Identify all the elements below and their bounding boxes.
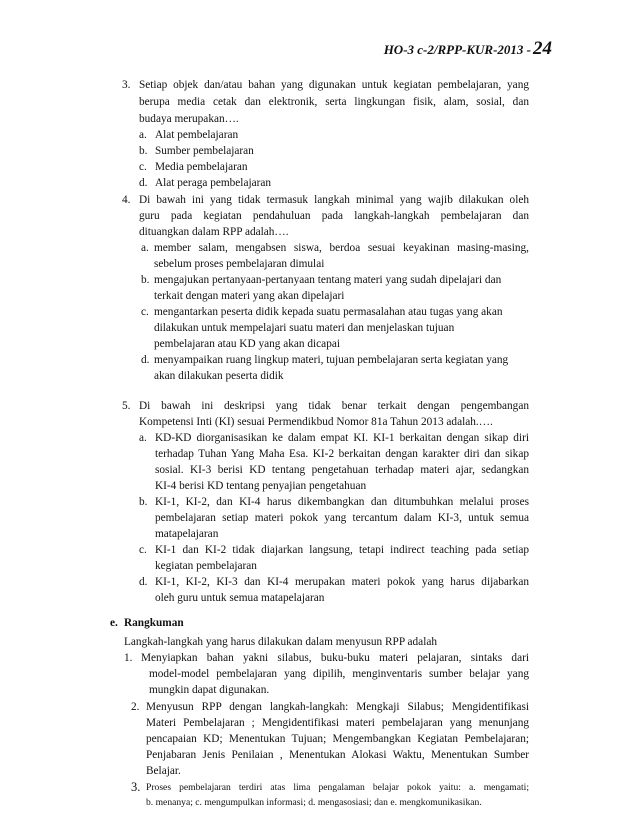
question-stem-line: berupa media cetak dan elektronik, serta lingkungan fisik, alam, sosial, dan <box>139 96 529 108</box>
option-text: terkait dengan materi yang akan dipelajari <box>154 290 345 302</box>
summary-item-text: pencapaian KD; Menentukan Tujuan; Mengembangkan Kegiatan Pembelajaran; <box>146 733 529 745</box>
option-letter: d. <box>141 354 150 366</box>
question-stem-line: Di bawah ini yang tidak termasuk langkah minimal yang wajib dilakukan oleh <box>139 194 529 206</box>
summary-item-number: 1. <box>124 652 133 664</box>
option-letter: a. <box>139 129 147 141</box>
summary-item-text: Proses pembelajaran terdiri atas lima pengalaman belajar pokok yaitu: a. mengamati; <box>146 782 529 793</box>
option-text: KI-4 berisi KD tentang penyajian pengetahuan <box>155 480 367 492</box>
summary-item-text: Penjabaran Jenis Penilaian , Menentukan Alokasi Waktu, Menentukan Sumber <box>146 749 529 761</box>
option-text: pembelajaran setiap materi pokok yang tercantum dalam KI-3, untuk semua <box>155 512 529 524</box>
question-stem-line: dituangkan dalam RPP adalah…. <box>139 226 289 238</box>
option-letter: c. <box>139 161 147 173</box>
question-stem-line: Kompetensi Inti (KI) sesuai Permendikbud Nomor 81a Tahun 2013 adalah.…. <box>139 416 493 428</box>
question-stem-line: Setiap objek dan/atau bahan yang digunakan untuk kegiatan pembelajaran, yang <box>139 79 529 91</box>
option-letter: d. <box>139 576 148 588</box>
page-number: 24 <box>533 38 552 59</box>
summary-item-number: 2. <box>131 701 140 713</box>
question-number: 4. <box>122 194 131 206</box>
option-letter: d. <box>139 177 148 189</box>
summary-intro: Langkah-langkah yang harus dilakukan dalam menyusun RPP adalah <box>124 636 437 648</box>
question-stem-line: guru pada kegiatan pendahuluan pada langkah-langkah pembelajaran dan <box>139 210 529 222</box>
option-text: terhadap Tuhan Yang Maha Esa. KI-2 berkaitan dengan karakter diri dan sikap <box>155 448 529 460</box>
section-letter: e. <box>110 617 118 629</box>
summary-item-text: b. menanya; c. mengumpulkan informasi; d. mengasosiasi; dan e. mengkomunikasikan. <box>146 797 482 808</box>
option-text: dilakukan untuk mempelajari suatu materi dan menjelaskan tujuan <box>154 322 455 334</box>
option-text: member salam, mengabsen siswa, berdoa sesuai keyakinan masing-masing, <box>154 242 529 254</box>
summary-item-text: mungkin dapat digunakan. <box>149 684 270 696</box>
option-text: oleh guru untuk semua matapelajaran <box>155 592 325 604</box>
summary-item-text: Menyiapkan bahan yakni silabus, buku-buku materi pelajaran, sintaks dari <box>141 652 529 664</box>
page-header <box>384 38 552 60</box>
header-title: HO-3 c-2/RPP-KUR-2013 - <box>383 42 531 57</box>
option-letter: b. <box>141 274 150 286</box>
question-number: 5. <box>122 400 131 412</box>
option-text: KI-1 dan KI-2 tidak diajarkan langsung, tetapi indirect teaching pada setiap <box>155 544 529 556</box>
option-text: akan dilakukan peserta didik <box>154 370 284 382</box>
option-letter: b. <box>139 145 148 157</box>
option-letter: c. <box>139 544 147 556</box>
summary-item-text: Materi Pembelajaran ; Mengidentifikasi materi pembelajaran yang menunjang <box>146 717 529 729</box>
option-letter: a. <box>141 242 149 254</box>
option-text: mengajukan pertanyaan-pertanyaan tentang materi yang sudah dipelajari dan <box>154 274 502 286</box>
option-text: KI-1, KI-2, dan KI-4 harus dikembangkan dan ditumbuhkan melalui proses <box>155 496 529 508</box>
option-text: sebelum proses pembelajaran dimulai <box>154 258 325 270</box>
option-text: pembelajaran atau KD yang akan dicapai <box>154 338 340 350</box>
option-text: KD-KD diorganisasikan ke dalam empat KI. KI-1 berkaitan dengan sikap diri <box>155 432 529 444</box>
option-text: Media pembelajaran <box>155 161 248 173</box>
question-stem-line: budaya merupakan…. <box>139 113 239 125</box>
option-text: Alat peraga pembelajaran <box>155 177 272 189</box>
option-text: Sumber pembelajaran <box>155 145 254 157</box>
option-letter: b. <box>139 496 148 508</box>
option-text: kegiatan pembelajaran <box>155 560 257 572</box>
option-text: Alat pembelajaran <box>155 129 239 141</box>
option-letter: a. <box>139 432 147 444</box>
option-text: sosial. KI-3 berisi KD tentang pengetahuan terhadap materi ajar, sedangkan <box>155 464 529 476</box>
option-text: mengantarkan peserta didik kepada suatu permasalahan atau tugas yang akan <box>154 306 503 318</box>
option-text: matapelajaran <box>155 528 219 540</box>
summary-item-text: Menyusun RPP dengan langkah-langkah: Mengkaji Silabus; Mengidentifikasi <box>146 701 529 713</box>
option-letter: c. <box>141 306 149 318</box>
summary-item-number: 3. <box>131 780 141 794</box>
section-title: Rangkuman <box>124 617 184 629</box>
question-number: 3. <box>122 79 131 91</box>
question-stem-line: Di bawah ini deskripsi yang tidak benar terkait dengan pengembangan <box>139 400 529 412</box>
option-text: menyampaikan ruang lingkup materi, tujuan pembelajaran serta kegiatan yang <box>154 354 509 366</box>
option-text: KI-1, KI-2, KI-3 dan KI-4 merupakan materi pokok yang harus dijabarkan <box>155 576 529 588</box>
summary-item-text: model-model pembelajaran yang dipilih, menginventaris sumber belajar yang <box>149 668 529 680</box>
summary-item-text: Belajar. <box>146 765 181 777</box>
